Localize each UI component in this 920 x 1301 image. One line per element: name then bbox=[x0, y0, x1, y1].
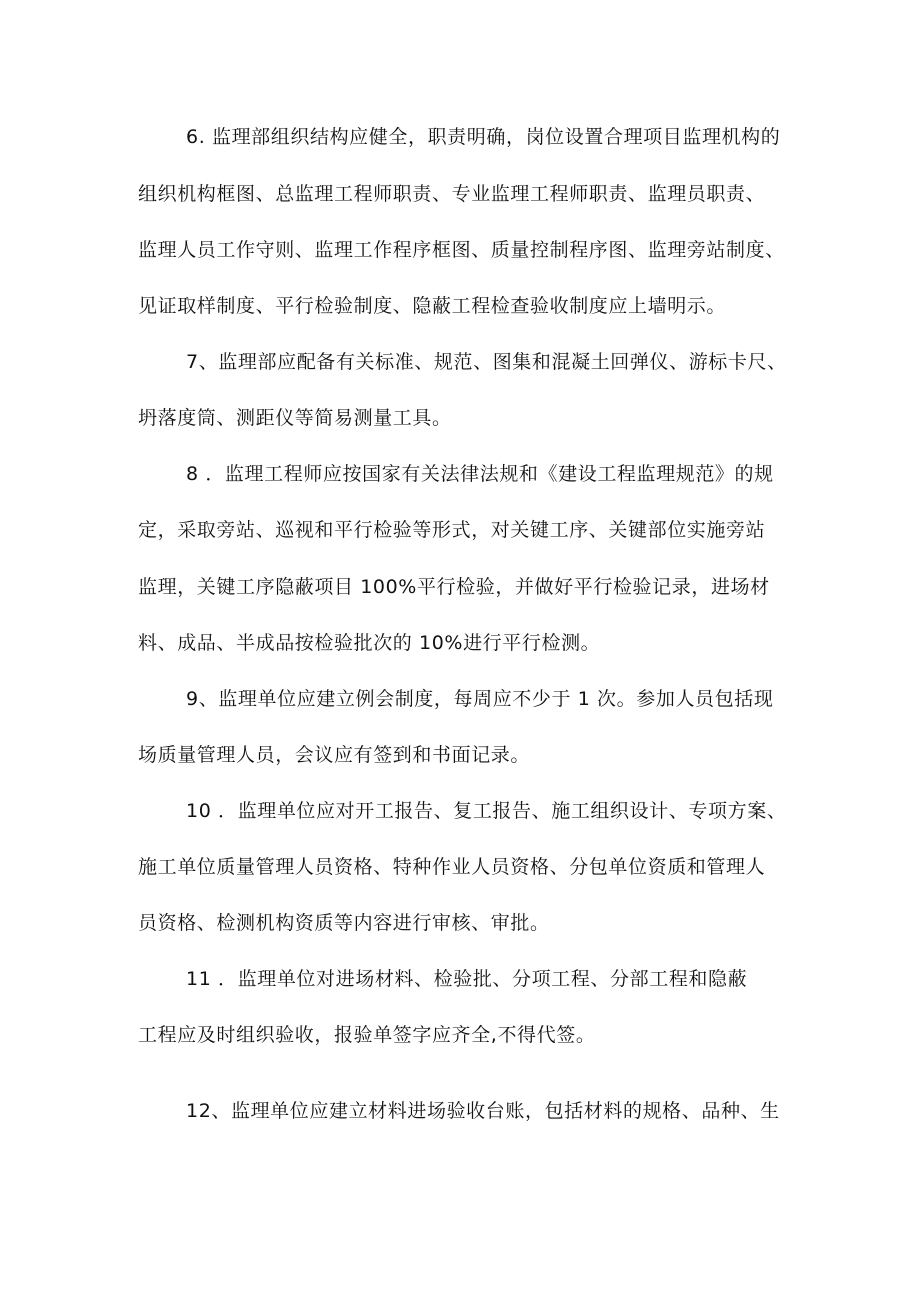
paragraph-6-line-2: 组织机构框图、总监理工程师职责、专业监理工程师职责、监理员职责、 bbox=[138, 183, 766, 205]
paragraph-8-line-2: 定，采取旁站、巡视和平行检验等形式，对关键工序、关键部位实施旁站 bbox=[138, 519, 766, 541]
paragraph-11-line-2: 工程应及时组织验收，报验单签字应齐全,不得代签。 bbox=[138, 1024, 596, 1046]
paragraph-6-line-1: 6. 监理部组织结构应健全，职责明确，岗位设置合理项目监理机构的 bbox=[186, 126, 781, 148]
paragraph-9-line-1: 9、监理单位应建立例会制度，每周应不少于 1 次。参加人员包括现 bbox=[186, 688, 774, 710]
paragraph-10-line-1: 10 ．监理单位应对开工报告、复工报告、施工组织设计、专项方案、 bbox=[186, 800, 787, 822]
paragraph-9-line-2: 场质量管理人员，会议应有签到和书面记录。 bbox=[138, 744, 531, 766]
paragraph-7-line-1: 7、监理部应配备有关标准、规范、图集和混凝土回弹仪、游标卡尺、 bbox=[186, 351, 787, 373]
paragraph-8-line-3: 监理，关键工序隐蔽项目 100%平行检验，并做好平行检验记录，进场材 bbox=[138, 576, 770, 598]
paragraph-6-line-3: 监理人员工作守则、监理工作程序框图、质量控制程序图、监理旁站制度、 bbox=[138, 239, 785, 261]
paragraph-6-line-4: 见证取样制度、平行检验制度、隐蔽工程检查验收制度应上墙明示。 bbox=[138, 295, 727, 317]
paragraph-12-line-1: 12、监理单位应建立材料进场验收台账，包括材料的规格、品种、生 bbox=[186, 1100, 780, 1122]
paragraph-10-line-2: 施工单位质量管理人员资格、特种作业人员资格、分包单位资质和管理人 bbox=[138, 856, 766, 878]
paragraph-11-line-1: 11 ．监理单位对进场材料、检验批、分项工程、分部工程和隐蔽 bbox=[186, 968, 748, 990]
paragraph-8-line-1: 8 ．监理工程师应按国家有关法律法规和《建设工程监理规范》的规 bbox=[186, 463, 774, 485]
paragraph-10-line-3: 员资格、检测机构资质等内容进行审核、审批。 bbox=[138, 912, 550, 934]
paragraph-7-line-2: 坍落度筒、测距仪等简易测量工具。 bbox=[138, 407, 452, 429]
paragraph-8-line-4: 料、成品、半成品按检验批次的 10%进行平行检测。 bbox=[138, 632, 601, 654]
